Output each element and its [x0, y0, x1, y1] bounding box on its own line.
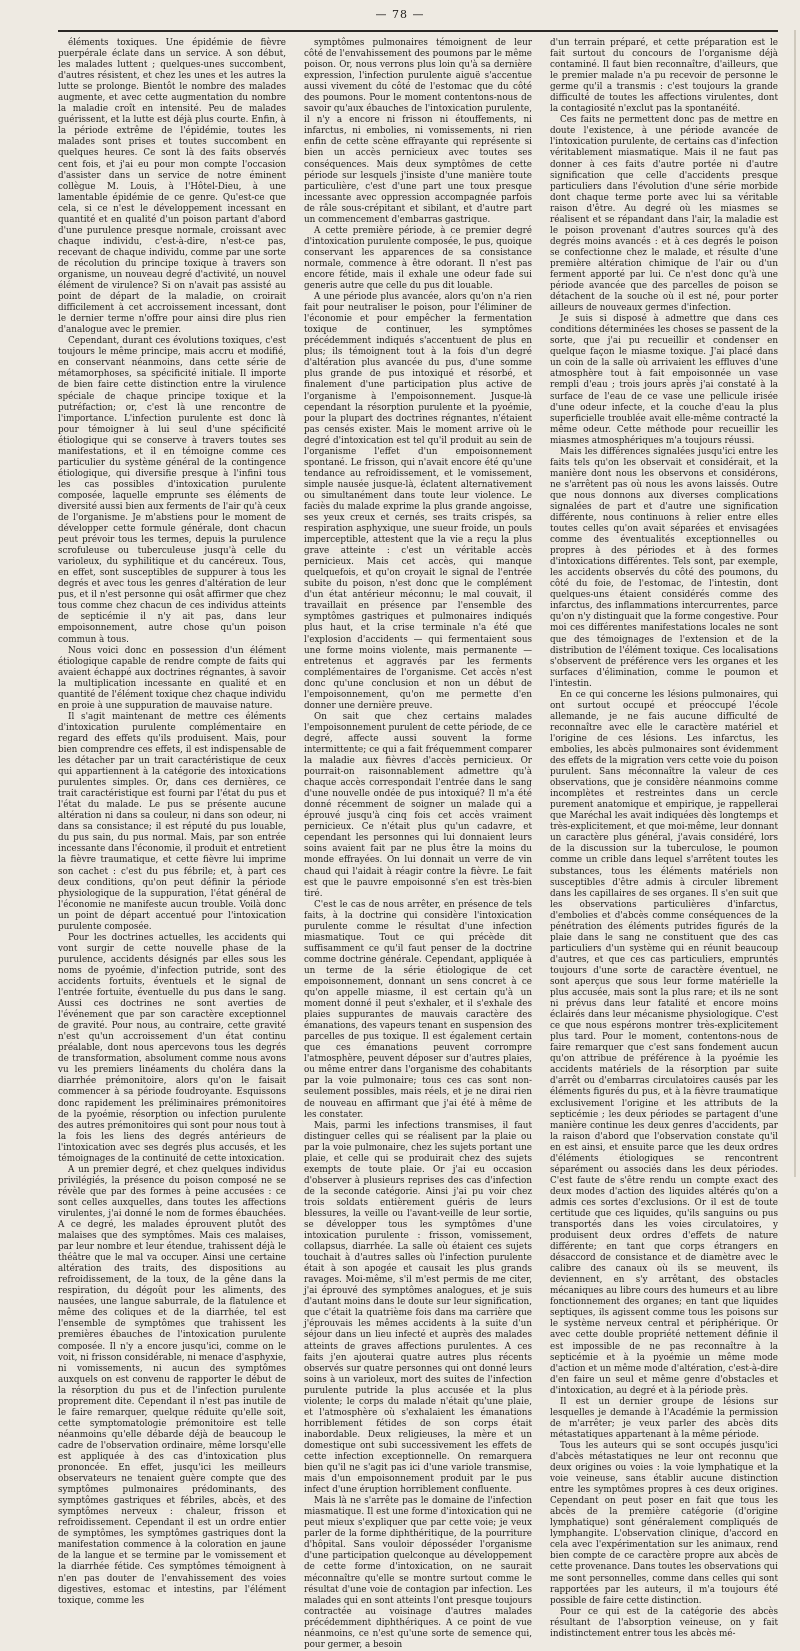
paragraph: d'un terrain préparé, et cette préparation est le fait surtout du concours de l'organisme déjà contaminé. Il faut bien reconnaître, d'ailleurs, que le premier malade n'a pu recevoir de personne le germe qu'il a transmis : c'est toujours la grande difficulté de toutes les affections virulentes, dont la contagiosité n'exclut pas la spontanéité.: [550, 38, 778, 115]
text-column-1: [58, 38, 287, 1606]
text-column-2: [304, 38, 532, 1650]
text-column-3: [550, 38, 779, 1639]
paragraph: En ce qui concerne les lésions pulmonaires, qui ont surtout occupé et préoccupé l'école allemande, je ne fais aucune difficulté de reconnaître avec elle le caractère matériel et l'origine de ces lésions. Les infarctus, les embolies, les abcès pulmonaires sont évidemment des effets de la migration vers cette voie du poison purulent. Sans méconnaître la valeur de ces observations, que je considère néanmoins comme incomplètes et restreintes dans un cercle purement anatomique et empirique, je rappellerai que Maréchal les avait indiquées dès longtemps et très-explicitement, et que moi-même, leur donnant un caractère plus général, j'avais considéré, lors de la discussion sur la tuberculose, le poumon comme un crible dans lequel s'arrêtent toutes les substances, tous les éléments matériels non susceptibles d'être admis à circuler librement dans les capillaires de ses organes. Il s'en suit que les observations particulières d'infarctus, d'embolies et d'abcès comme conséquences de la pénétration des éléments putrides figurés de la plaie dans le sang ne constituent que des cas particuliers d'un système qui en réunit beaucoup d'autres, et que ces cas particuliers, empruntés toujours d'une sorte de caractère éventuel, ne sont aperçus que sous leur forme matérielle la plus accusée, mais sont la plus rare; et ils ne sont ni prévus dans leur fatalité et encore moins éclairés dans leur mécanisme physiologique. C'est ce que nous espérons montrer très-explicitement plus tard. Pour le moment, contentons-nous de faire remarquer que c'est sans fondement aucun qu'on attribue de préférence à la pyoémie les accidents matériels de la résorption par suite d'arrêt ou d'embarras circulatoires causés par les éléments figurés du pus, et à la fièvre traumatique exclusivement l'origine et les attributs de la septicémie ; les deux périodes se partagent d'une manière continue les deux genres d'accidents, par la raison d'abord que l'observation constate qu'il en est ainsi, et ensuite parce que les deux ordres d'éléments étiologiques se rencontrent séparément ou associés dans les deux périodes. C'est faute de s'être rendu un compte exact des deux modes d'action des liquides altérés qu'on a admis ces sortes d'exclusions. Or il est de toute certitude que ces liquides, qu'ils sanguins ou pus transportés dans les voies circulatoires, y produisent deux ordres d'effets de nature différente; en tant que corps étrangers en désaccord de consistance et de diamètre avec le calibre des canaux où ils se meuvent, ils deviennent, en s'y arrêtant, des obstacles mécaniques au libre cours des humeurs et au libre fonctionnement des organes; en tant que liquides septiques, ils agissent comme tous les poisons sur le système nerveux central et périphérique. Or avec cette double propriété nettement définie il est impossible de ne pas reconnaître à la septicémie et à la pyoémie un même mode d'action et un même mode d'altération, c'est-à-dire d'en faire un seul et même genre d'obstacles et d'intoxication, au degré et à la période près.: [550, 689, 779, 1396]
paragraph: C'est le cas de nous arrêter, en présence de tels faits, à la doctrine qui considère l'intoxication purulente comme le résultat d'une infection miasmatique. Tout ce qui précède dit suffisamment ce qu'il faut penser de la doctrine comme doctrine générale. Cependant, appliquée à un terme de la série étiologique de cet empoisonnement, donnant un sens concret à ce qu'on appelle miasme, il est certain qu'à un moment donné il peut s'exhaler, et il s'exhale des plaies suppurantes de mauvais caractère des émanations, des vapeurs tenant en suspension des parcelles de pus toxique. Il est également certain que ces émanations peuvent corrompre l'atmosphère, peuvent déposer sur d'autres plaies, ou même entrer dans l'organisme des cohabitants par la voie pulmonaire; tous ces cas sont non-seulement possibles, mais réels, et je ne dirai rien de nouveau en affirmant que j'ai été à même de les constater.: [304, 899, 532, 1120]
paragraph: Nous voici donc en possession d'un élément étiologique capable de rendre compte de faits qui avaient échappé aux doctrines régnantes, à savoir la multiplication incessante en qualité et en quantité de l'élément toxique chez chaque individu en proie à une suppuration de mauvaise nature.: [58, 645, 287, 711]
page-fold-edge: [794, 30, 796, 1177]
paragraph: Je suis si disposé à admettre que dans ces conditions déterminées les choses se passent de la sorte, que j'ai pu recueillir et condenser en quelque façon le miasme toxique. J'ai placé dans un coin de la salle où arrivaient les effluves d'une atmosphère tout à fait empoisonnée un vase rempli d'eau ; trois jours après j'ai constaté à la surface de l'eau de ce vase une pellicule irisée d'une odeur infecte, et la couche d'eau la plus superficielle troublée avait elle-même contracté la même odeur. Cette méthode pour recueillir les miasmes atmosphériques m'a toujours réussi.: [550, 314, 778, 446]
paragraph: A une période plus avancée, alors qu'on n'a rien fait pour neutraliser le poison, pour l'éliminer de l'économie et pour empêcher la fermentation toxique de continuer, les symptômes précédemment indiqués s'accentuent de plus en plus; ils témoignent tout à la fois d'un degré d'altération plus avancée du pus, d'une somme plus grande de pus intoxiqué et résorbé, et finalement d'une participation plus active de l'organisme à l'empoisonnement. Jusque-là cependant la résorption purulente et la pyoémie, pour la plupart des doctrines régnantes, n'étaient pas censés exister. Mais le moment arrive où le degré d'intoxication est tel qu'il produit au sein de l'organisme l'effet d'un empoisonnement spontané. Le frisson, qui n'avait encore été qu'une tendance au refroidissement, et le vomissement, simple nausée jusque-là, éclatent alternativement ou simultanément dans toute leur violence. Le faciès du malade exprime la plus grande angoisse, ses yeux creux et cernés, ses traits crispés, sa respiration asphyxique, une sueur froide, un pouls imperceptible, attestent que la vie a reçu la plus grave atteinte : c'est un véritable accès pernicieux. Mais cet accès, qui manque quelquefois, et qu'on croyait le signal de l'entrée subite du poison, n'est donc que le complément d'un état antérieur méconnu; le mal couvait, il travaillait en présence par l'ensemble des symptômes gastriques et pulmonaires indiqués plus haut, et la crise terminale n'a été que l'explosion d'accidents — qui fermentaient sous une forme moins violente, mais permanente — entretenus et aggravés par les ferments complémentaires de l'organisme. Cet accès n'est donc qu'une conclusion et non un début de l'empoisonnement, qu'on me permette d'en donner une dernière preuve.: [304, 292, 532, 711]
paragraph: On sait que chez certains malades l'empoisonnement purulent de cette période, de ce degré, affecte aussi souvent la forme intermittente; ce qui a fait fréquemment comparer la maladie aux fièvres d'accès pernicieux. Or pourrait-on raisonnablement admettre qu'à chaque accès correspondait l'entrée dans le sang d'une nouvelle ondée de pus intoxiqué? Il m'a été donné récemment de soigner un malade qui a éprouvé jusqu'à cinq fois cet accès vraiment pernicieux. Ce n'était plus qu'un cadavre, et cependant les personnes qui lui donnaient leurs soins avaient fait par ne plus être la moins du monde effrayées. On lui donnait un verre de vin chaud qui l'aidait à réagir contre la fièvre. Le fait est que le pauvre empoisonné s'en est très-bien tiré.: [304, 711, 532, 899]
paragraph: Mais, parmi les infections transmises, il faut distinguer celles qui se réalisent par la plaie ou par la voie pulmonaire, chez les sujets portant une plaie, et celle qui se produirait chez des sujets exempts de toute plaie. Or j'ai eu occasion d'observer à plusieurs reprises des cas d'infection de la seconde catégorie. Ainsi j'ai pu voir chez trois soldats entièrement guéris de leurs blessures, la veille ou l'avant-veille de leur sortie, se développer tous les symptômes d'une intoxication purulente : frisson, vomissement, collapsus, diarrhée. La salle où étaient ces sujets touchait à d'autres salles où l'infection purulente était à son apogée et causait les plus grands ravages. Moi-même, s'il m'est permis de me citer, j'ai éprouvé des symptômes analogues, et je suis d'autant moins dans le doute sur leur signification, que c'était la quatrième fois dans ma carrière que j'éprouvais les mêmes accidents à la suite d'un séjour dans un lieu infecté et auprès des malades atteints de graves affections purulentes. A ces faits j'en ajouterai quatre autres plus récents observés sur quatre personnes qui ont donné leurs soins à un varioleux, mort des suites de l'infection purulente putride la plus accusée et la plus violente; le corps du malade n'était qu'une plaie, et l'atmosphère où s'exhalaient les émanations horriblement fétides de son corps était inabordable. Deux religieuses, la mère et un domestique ont subi successivement les effets de cette infection exceptionnelle. On remarquera bien qu'il ne s'agit pas ici d'une variole transmise, mais d'un empoisonnement produit par le pus infect d'une éruption horriblement confluente.: [304, 1120, 532, 1496]
paragraph: A cette première période, à ce premier degré d'intoxication purulente composée, le pus, quoique conservant les apparences de sa consistance normale, commence à être odorant. Il n'est pas encore fétide, mais il exhale une odeur fade sui generis autre que celle du pus dit louable.: [304, 225, 532, 292]
paragraph: Mais là ne s'arrête pas le domaine de l'infection miasmatique. Il est une forme d'intoxication qui ne peut mieux s'expliquer que par cette voie; je veux parler de la forme diphthéritique, de la pourriture d'hôpital. Sans vouloir déposséder l'organisme d'une participation quelconque au développement de cette forme d'intoxication, on ne saurait méconnaître qu'elle se montre surtout comme le résultat d'une voie de contagion par infection. Les malades qui en sont atteints l'ont presque toujours contractée au voisinage d'autres malades précédemment diphthériques. A ce point de vue néanmoins, ce n'est qu'une sorte de semence qui, pour germer, a besoin: [304, 1496, 532, 1650]
paragraph: Cependant, durant ces évolutions toxiques, c'est toujours le même principe, mais accru et modifié, en conservant néanmoins, dans cette série de métamorphoses, sa spécificité initiale. Il importe de bien faire cette distinction entre la virulence spéciale de chaque principe toxique et la putréfaction; or, c'est là une rencontre de l'importance. L'infection purulente est donc là pour témoigner à lui seul d'une spécificité étiologique qui se conserve à travers toutes ses manifestations, et il en témoigne comme ces particulier du système général de la contingence étiologique, qui diversifie presque à l'infini tous les cas possibles d'intoxication purulente composée, laquelle emprunte ses éléments de diversité aussi bien aux ferments de l'air qu'à ceux de l'organisme. Je m'abstiens pour le moment de développer cette formule générale, dont chacun peut prévoir tous les termes, depuis la purulence scrofuleuse ou tuberculeuse jusqu'à celle du varioleux, du syphilitique et du cancéreux. Tous, en effet, sont susceptibles de suppurer à tous les degrés et avec tous les genres d'altération de leur pus, et il n'est personne qui osât affirmer que chez tous comme chez chacun de ces individus atteints de septicémie il n'y ait pas, dans leur empoisonnement, autre chose qu'un poison commun à tous.: [58, 336, 286, 645]
page-number: — 78 —: [375, 8, 425, 21]
paragraph: éléments toxiques. Une épidémie de fièvre puerpérale éclate dans un service. A son début, les malades luttent ; quelques-unes succombent, d'autres résistent, et chez les unes et les autres la lutte se prolonge. Bientôt le nombre des malades augmente, et avec cette augmentation du nombre la maladie croît en intensité. Peu de malades guérissent, et la lutte est déjà plus courte. Enfin, à la période extrême de l'épidémie, toutes les malades sont prises et toutes succombent en quelques heures. Ce sont là des faits observés cent fois, et j'ai eu pour mon compte l'occasion d'assister dans un service de notre éminent collègue M. Louis, à l'Hôtel-Dieu, à une lamentable épidémie de ce genre. Qu'est-ce que cela, si ce n'est le développement incessant en quantité et en qualité d'un poison partant d'abord d'une purulence presque normale, croissant avec chaque individu, c'est-à-dire, n'est-ce pas, recevant de chaque individu, comme par une sorte de récolution du principe toxique à travers son organisme, un nouveau degré d'activité, un nouvel élément de virulence? Si on n'avait pas assisté au point de départ de la maladie, on croirait difficilement à cet accroissement incessant, dont le dernier terme n'offre pour ainsi dire plus rien d'analogue avec le premier.: [58, 38, 286, 336]
paragraph: Il est un dernier groupe de lésions sur lesquelles je demande à l'Académie la permission de m'arrêter; je veux parler des abcès dits métastatiques appartenant à la même période.: [550, 1396, 778, 1440]
paragraph: A un premier degré, et chez quelques individus privilégiés, la présence du poison composé ne se révèle que par des formes à peine accusées : ce sont celles auxquelles, dans toutes les affections virulentes, j'ai donné le nom de formes ébauchées. A ce degré, les malades éprouvent plutôt des malaises que des symptômes. Mais ces malaises, par leur nombre et leur étendue, trahissent déjà le théâtre que le mal va occuper. Ainsi une certaine altération des traits, des dispositions au refroidissement, de la toux, de la gêne dans la respiration, du dégoût pour les aliments, des nausées, une langue saburrale, de la flatulence et même des coliques et de la diarrhée, tel est l'ensemble de symptômes que trahissent les premières ébauches de l'intoxication purulente composée. Il n'y a encore jusqu'ici, comme on le voit, ni frisson considérable, ni menace d'asphyxie, ni vomissements, ni aucun des symptômes auxquels on est convenu de rapporter le début de la résorption du pus et de l'infection purulente proprement dite. Cependant il n'est pas inutile de le faire remarquer, quelque réduite qu'elle soit, cette symptomatologie prémonitoire est telle néanmoins qu'elle débarde déjà de beaucoup le cadre de l'observation ordinaire, même lorsqu'elle est appliquée à des cas d'intoxication plus prononcée. En effet, jusqu'ici les meilleurs observateurs ne tenaient guère compte que des symptômes pulmonaires prédominants, des symptômes gastriques et fébriles, abcès, et des symptômes nerveux : chaleur, frisson et refroidissement. Cependant il est un ordre entier de symptômes, les symptômes gastriques dont la manifestation commence à la coloration en jaune de la langue et se termine par le vomissement et la diarrhée fétide. Ces symptômes témoignent à n'en pas douter de l'envahissement des voies digestives, estomac et intestins, par l'élément toxique, comme les: [58, 1164, 286, 1606]
paragraph: symptômes pulmonaires témoignent de leur côté de l'envahissement des poumons par le même poison. Or, nous verrons plus loin qu'à sa dernière expression, l'infection purulente aiguë s'accentue aussi vivement du côté de l'estomac que du côté des poumons. Pour le moment contentons-nous de savoir qu'aux ébauches de l'intoxication purulente, il n'y a encore ni frisson ni étouffements, ni infarctus, ni embolies, ni vomissements, ni rien enfin de cette scène effrayante qui représente si bien un accès pernicieux avec toutes ses conséquences. Mais deux symptômes de cette période sur lesquels j'insiste d'une manière toute particulière, c'est d'une part une toux presque incessante avec oppression accompagnée parfois de râle sous-crépitant et sibilant, et d'autre part un commencement d'embarras gastrique.: [304, 38, 532, 225]
paragraph: Pour ce qui est de la catégorie des abcès résultant de l'absorption veineuse, on y fait indistinctement entrer tous les abcès mé-: [550, 1606, 778, 1639]
header-rule: [58, 30, 778, 32]
paragraph: Ces faits ne permettent donc pas de mettre en doute l'existence, à une période avancée de l'intoxication purulente, de certains cas d'infection véritablement miasmatique. Mais il ne faut pas donner à ces faits d'autre portée ni d'autre signification que celle d'accidents presque particuliers dans l'évolution d'une série morbide dont chaque terme porte avec lui sa véritable raison d'être. Au degré où les miasmes se réalisent et se répandant dans l'air, la maladie est le poison provenant d'autres sources qu'à des degrés moins avancés : et à ces degrés le poison se confectionne chez le malade, et résulte d'une première altération chimique de l'air ou d'un ferment apporté par lui. Ce n'est donc qu'à une période avancée que des parcelles de poison se détachent de la souche où il est né, pour porter ailleurs de nouveaux germes d'infection.: [550, 115, 778, 314]
paragraph: Tous les auteurs qui se sont occupés jusqu'ici d'abcès métastatiques ne leur ont reconnu que deux origines ou voies : la voie lymphatique et la voie veineuse, sans établir aucune distinction entre les symptômes propres à ces deux origines. Cependant on peut poser en fait que tous les abcès de la première catégorie (d'origine lymphatique) sont généralement compliqués de lymphangite. L'observation clinique, d'accord en cela avec l'expérimentation sur les animaux, rend bien compte de ce caractère propre aux abcès de cette provenance. Dans toutes les observations qui me sont personnelles, comme dans celles qui sont rapportées par les auteurs, il m'a toujours été possible de faire cette distinction.: [550, 1440, 778, 1606]
paragraph: Mais les différences signalées jusqu'ici entre les faits tels qu'on les observait et considérait, et la manière dont nous les observons et considérons, ne s'arrêtent pas où nous les avons laissés. Outre que nous donnons aux diverses complications signalées de part et d'autre une signification différente, nous continuons à relier entre elles toutes celles qu'on avait séparées et envisagées comme des éventualités exceptionnelles ou propres à des périodes et à des formes d'intoxications différentes. Tels sont, par exemple, les accidents observés du côté des poumons, du côté du foie, de l'estomac, de l'intestin, dont quelques-uns étaient considérés comme des infarctus, des inflammations intercurrentes, parce qu'on n'y distinguait que la forme congestive. Pour moi ces différentes manifestations locales ne sont que des témoignages de l'extension et de la distribution de l'élément toxique. Ces localisations s'observent de préférence vers les organes et les surfaces d'élimination, comme le poumon et l'intestin.: [550, 446, 778, 689]
paragraph: Il s'agit maintenant de mettre ces éléments d'intoxication purulente complémentaire en regard des effets qu'ils produisent. Mais, pour bien comprendre ces effets, il est indispensable de les détacher par un trait caractéristique de ceux qui appartiennent à la catégorie des intoxications purulentes simples. Or, dans ces dernières, ce trait caractéristique est fourni par l'état du pus et l'état du malade. Le pus se présente aucune altération ni dans sa couleur, ni dans son odeur, ni dans sa consistance; il est réputé du pus louable, du pus sain, du pus normal. Mais, par son entrée incessante dans l'économie, il produit et entretient la fièvre traumatique, et cette fièvre lui imprime son cachet : c'est du pus fébrile; et, à part ces deux conditions, qu'on peut définir la période physiologique de la suppuration, l'état général de l'économie ne manifeste aucun trouble. Voilà donc un point de départ accentué pour l'intoxication purulente composée.: [58, 711, 286, 932]
paragraph: Pour les doctrines actuelles, les accidents qui vont surgir de cette nouvelle phase de la purulence, accidents désignés par elles sous les noms de pyoémie, d'infection putride, sont des accidents fortuits, éventuels et le signal de l'entrée fortuite, éventuelle du pus dans le sang. Aussi ces doctrines ne sont averties de l'événement que par son caractère exceptionnel de gravité. Pour nous, au contraire, cette gravité n'est qu'un accroissement d'un état continu préalable, dont nous apercevons tous les degrés de transformation, absolument comme nous avons vu les premiers linéaments du choléra dans la diarrhée prémonitoire, alors qu'on le faisait commencer à sa période foudroyante. Esquissons donc rapidement les préliminaires prémonitoires de la pyoémie, résorption ou infection purulente des autres prémonitoires qui sont pour nous tout à la fois les liens des degrés antérieurs de l'intoxication avec ses degrés plus accusés, et les témoignages de la continuité de cette intoxication.: [58, 932, 286, 1164]
